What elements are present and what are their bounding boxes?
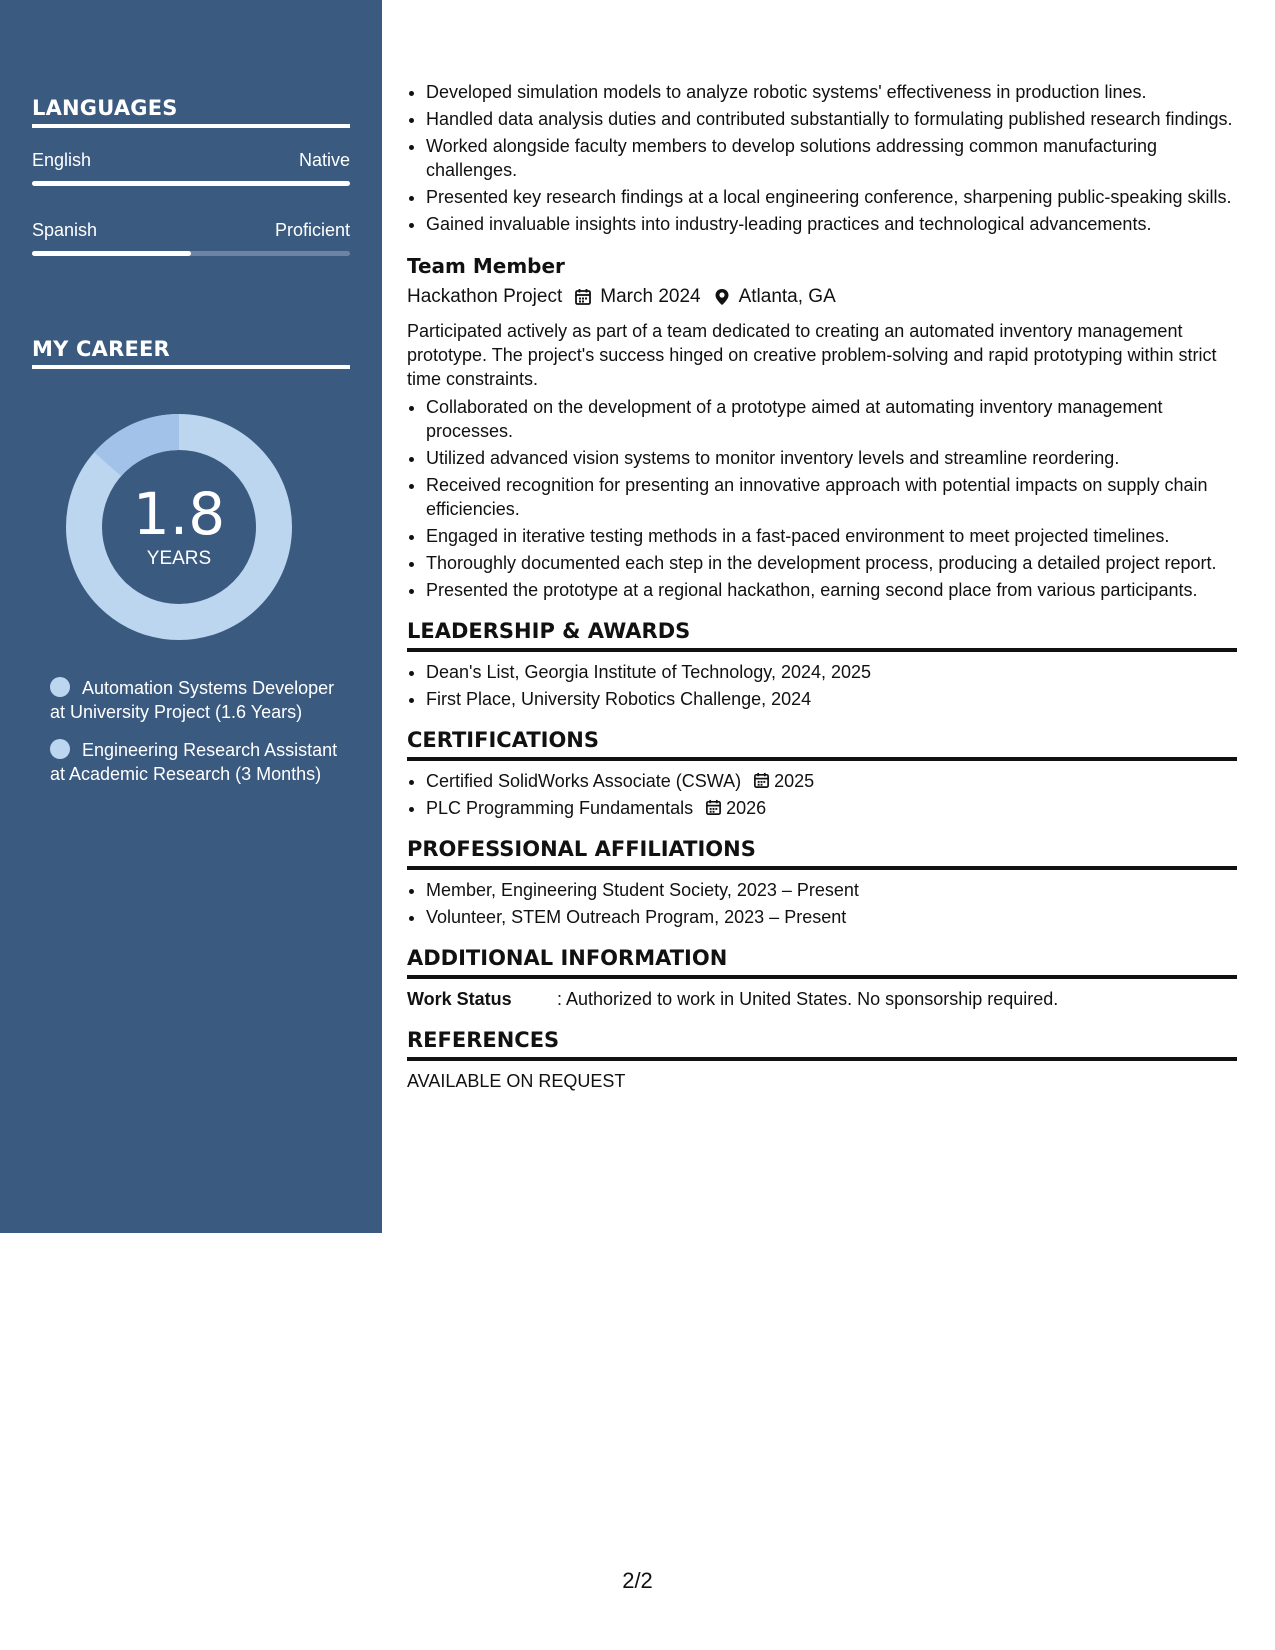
- certification-item: [426, 769, 1237, 793]
- certification-year: 2025: [774, 771, 815, 791]
- language-proficiency-bar: [32, 181, 350, 186]
- role-organization: Hackathon Project: [407, 286, 563, 307]
- career-donut: [66, 414, 292, 640]
- bullet-item: • First Place, University Robotics Challenge, 2024: [426, 687, 1237, 711]
- career-total-value: 1.8: [132, 480, 226, 548]
- bullet-item: • Collaborated on the development of a prototype aimed at automating inventory management processes.: [426, 395, 1237, 443]
- role-meta: [407, 284, 1237, 310]
- bullet-item: • Presented key research findings at a local engineering conference, sharpening public-speaking skills.: [426, 185, 1237, 209]
- legend-dot-icon: [50, 739, 70, 759]
- certification-item: [426, 796, 1237, 820]
- affiliations-list: [407, 878, 1237, 929]
- career-item-label: Engineering Research Assistant at Academic Research (3 Months): [50, 740, 338, 784]
- bullet-item: • Volunteer, STEM Outreach Program, 2023 – Present: [426, 905, 1237, 929]
- additional-info-heading: ADDITIONAL INFORMATION: [407, 943, 1237, 979]
- career-list: [50, 676, 340, 800]
- role-location: Atlanta, GA: [738, 286, 836, 307]
- work-status-label: Work Status: [407, 989, 512, 1009]
- calendar-icon: [705, 799, 722, 816]
- certification-name: Certified SolidWorks Associate (CSWA): [426, 771, 742, 791]
- role-bullets: [407, 395, 1237, 602]
- work-status-value: : Authorized to work in United States. No sponsorship required.: [557, 989, 1059, 1009]
- references-text: AVAILABLE ON REQUEST: [407, 1071, 626, 1091]
- bullet-item: • Thoroughly documented each step in the development process, producing a detailed project report.: [426, 551, 1237, 575]
- career-heading: MY CAREER: [32, 337, 350, 369]
- leadership-list: [407, 660, 1237, 711]
- bullet-item: • Dean's List, Georgia Institute of Technology, 2024, 2025: [426, 660, 1237, 684]
- bullet-item: • Member, Engineering Student Society, 2023 – Present: [426, 878, 1237, 902]
- affiliations-heading: PROFESSIONAL AFFILIATIONS: [407, 834, 1237, 870]
- language-name: English: [32, 150, 92, 170]
- certification-year: 2026: [726, 798, 767, 818]
- location-pin-icon: [713, 288, 731, 306]
- languages-heading: LANGUAGES: [32, 96, 350, 128]
- bullet-item: • Utilized advanced vision systems to monitor inventory levels and streamline reordering.: [426, 446, 1237, 470]
- leadership-heading: LEADERSHIP & AWARDS: [407, 616, 1237, 652]
- bullet-item: • Developed simulation models to analyze robotic systems' effectiveness in production lines.: [426, 80, 1237, 104]
- certifications-heading: CERTIFICATIONS: [407, 725, 1237, 761]
- language-proficiency-fill: [32, 181, 350, 186]
- role-title: Team Member: [407, 254, 565, 278]
- bullet-item: • Worked alongside faculty members to develop solutions addressing common manufacturing challenges.: [426, 134, 1237, 182]
- career-total-unit: YEARS: [146, 548, 212, 569]
- bullet-item: • Handled data analysis duties and contributed substantially to formulating published research findings.: [426, 107, 1237, 131]
- career-item-label: Automation Systems Developer at University Project (1.6 Years): [50, 678, 335, 722]
- references-heading: REFERENCES: [407, 1025, 1237, 1061]
- calendar-icon: [574, 288, 592, 306]
- sidebar: [0, 0, 382, 1233]
- language-item: [32, 220, 350, 256]
- role-date: March 2024: [600, 286, 701, 307]
- bullet-item: • Engaged in iterative testing methods in a fast-paced environment to meet projected timelines.: [426, 524, 1237, 548]
- bullet-item: • Gained invaluable insights into industry-leading practices and technological advancements.: [426, 212, 1237, 236]
- work-status-row: [407, 987, 1237, 1011]
- language-level: Native: [298, 150, 350, 170]
- role-summary: Participated actively as part of a team dedicated to creating an automated inventory management prototype. The project's success hinged on creative problem-solving and rapid prototyping within strict time constraints.: [407, 321, 1217, 389]
- legend-dot-icon: [50, 677, 70, 697]
- language-proficiency-fill: [32, 251, 191, 256]
- languages-section: [32, 96, 350, 256]
- career-section: [32, 337, 350, 369]
- language-item: [32, 150, 350, 186]
- career-donut-center: [66, 414, 292, 640]
- career-item: [50, 676, 340, 724]
- page-number: 2/2: [622, 1568, 653, 1593]
- calendar-icon: [753, 772, 770, 789]
- career-item: [50, 738, 340, 786]
- main-content: [407, 80, 1237, 1093]
- bullet-item: • Received recognition for presenting an innovative approach with potential impacts on supply chain efficiencies.: [426, 473, 1237, 521]
- language-level: Proficient: [274, 220, 350, 240]
- bullet-item: • Presented the prototype at a regional hackathon, earning second place from various participants.: [426, 578, 1237, 602]
- language-proficiency-bar: [32, 251, 350, 256]
- language-name: Spanish: [32, 220, 98, 240]
- prev-role-bullets: [407, 80, 1237, 236]
- certifications-list: [407, 769, 1237, 820]
- certification-name: PLC Programming Fundamentals: [426, 798, 694, 818]
